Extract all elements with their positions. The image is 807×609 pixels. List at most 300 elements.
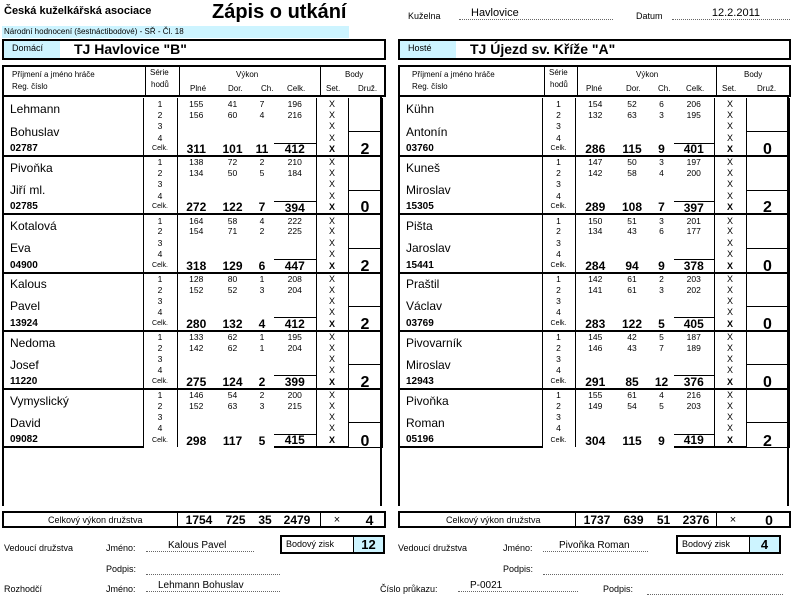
errors-value: 1	[250, 331, 274, 342]
full-value: 134	[189, 168, 204, 179]
errors-value: 3	[259, 400, 265, 411]
home-total-full: 1754	[185, 513, 213, 527]
clear-total: 94	[625, 259, 639, 273]
guest-sign-field[interactable]	[543, 563, 783, 575]
player-points: 2	[348, 306, 382, 330]
player-reg-number: 09082	[2, 434, 143, 447]
series-number: 3	[542, 237, 575, 248]
home-captain-field[interactable]: Kalous Pavel	[146, 540, 254, 552]
series-number: 4	[542, 365, 575, 376]
total-label: Celk.	[143, 376, 177, 389]
player-reg-number: 05196	[398, 434, 542, 447]
card-label: Číslo průkazu:	[380, 584, 438, 594]
player-reg-number: 03760	[398, 143, 542, 156]
full-value: 142	[575, 273, 615, 284]
divider	[716, 67, 717, 95]
full-value: 152	[189, 400, 204, 411]
set-mark: X	[714, 423, 746, 434]
series-number: 4	[143, 306, 177, 317]
clear-value: 60	[227, 109, 238, 120]
total-value: 216	[674, 389, 714, 400]
set-mark: X	[316, 376, 348, 389]
player-surname: Pivoňka	[398, 389, 542, 412]
guest-captain-label: Vedoucí družstva	[398, 543, 468, 553]
clear-value: 62	[215, 331, 250, 342]
total-value: 195	[674, 109, 714, 120]
clear-value: 63	[227, 400, 238, 411]
errors-total: 4	[258, 317, 266, 331]
full-value: 154	[588, 98, 603, 109]
player-reg-number: 15441	[398, 260, 542, 273]
errors-value: 3	[649, 156, 674, 167]
set-mark: X	[714, 284, 746, 295]
home-total-set: ×	[333, 514, 341, 526]
series-number: 2	[143, 400, 177, 411]
home-errors-header: Ch.	[261, 84, 274, 93]
guest-captain-field[interactable]: Pivoňka Roman	[543, 540, 648, 552]
clear-value: 50	[615, 156, 649, 167]
errors-value: 6	[659, 98, 664, 109]
player-reg-number: 11220	[2, 376, 143, 389]
set-mark: X	[316, 412, 348, 423]
series-number: 2	[143, 226, 177, 237]
errors-value: 5	[659, 400, 664, 411]
total-label: Celk.	[143, 434, 177, 447]
player-first-name: Jiří ml.	[2, 179, 143, 202]
set-mark: X	[316, 143, 348, 156]
full-value: 138	[177, 156, 215, 167]
guest-total-errors: 51	[656, 513, 671, 527]
player-points: 2	[348, 365, 382, 389]
referee-field[interactable]: Lehmann Bohuslav	[146, 580, 280, 592]
set-mark: X	[316, 109, 348, 120]
errors-value: 5	[259, 168, 265, 179]
series-number: 2	[542, 226, 575, 237]
series-number: 3	[542, 179, 575, 190]
player-surname: Kuneš	[398, 156, 542, 179]
total-value: 187	[674, 331, 714, 342]
set-mark: X	[316, 295, 348, 306]
guest-total-sum: 2376	[682, 513, 710, 527]
series-number: 4	[143, 132, 177, 143]
errors-value: 3	[649, 214, 674, 225]
set-mark: X	[714, 412, 746, 423]
total-label: Celk.	[143, 318, 177, 331]
set-mark: X	[316, 318, 348, 331]
guest-name-label: Jméno:	[503, 543, 533, 553]
set-mark: X	[714, 190, 746, 201]
set-mark: X	[714, 143, 746, 156]
series-number: 4	[143, 365, 177, 376]
errors-total: 11	[255, 143, 269, 157]
clear-total: 115	[622, 143, 642, 157]
errors-value: 7	[259, 98, 265, 109]
set-mark: X	[316, 423, 348, 434]
series-number: 3	[143, 295, 177, 306]
total-value: 189	[674, 342, 714, 353]
full-value: 155	[189, 98, 204, 109]
home-total-sum: 2479	[283, 513, 311, 527]
date-label: Datum	[636, 11, 663, 21]
player-first-name: Josef	[2, 353, 143, 376]
total-value: 184	[274, 167, 316, 178]
total-label: Celk.	[542, 434, 575, 447]
clear-value: 58	[627, 168, 637, 179]
errors-total: 6	[258, 259, 266, 273]
venue-label: Kuželna	[408, 11, 441, 21]
series-number: 1	[542, 331, 575, 342]
errors-total: 5	[658, 317, 665, 331]
errors-value: 2	[649, 273, 674, 284]
player-surname: Vymyslický	[2, 389, 143, 412]
errors-value: 5	[649, 331, 674, 342]
player-surname: Kalous	[2, 273, 143, 296]
set-mark: X	[714, 121, 746, 132]
series-number: 2	[542, 109, 575, 120]
clear-total: 132	[222, 317, 243, 331]
player-first-name: Pavel	[2, 295, 143, 318]
series-number: 2	[542, 284, 575, 295]
series-number: 4	[143, 248, 177, 259]
set-mark: X	[714, 248, 746, 259]
guest-total-header: Celk.	[686, 84, 705, 93]
home-score-value: 12	[353, 537, 383, 552]
clear-total: 101	[222, 143, 243, 157]
home-performance-header: Výkon	[236, 70, 259, 79]
full-total: 311	[186, 143, 206, 157]
player-first-name: Miroslav	[398, 353, 542, 376]
total-value: 195	[274, 331, 316, 342]
player-reg-number: 12943	[398, 376, 542, 389]
series-number: 3	[143, 179, 177, 190]
player-surname: Lehmann	[2, 98, 143, 121]
series-number: 3	[542, 412, 575, 423]
player-first-name: Bohuslav	[2, 121, 143, 144]
total-label: Celk.	[542, 318, 575, 331]
guest-team-name: TJ Újezd sv. Kříže "A"	[470, 41, 616, 57]
errors-total: 9	[658, 143, 665, 157]
errors-value: 2	[259, 226, 265, 237]
series-number: 2	[143, 284, 177, 295]
errors-value: 4	[250, 214, 274, 225]
full-value: 134	[588, 226, 603, 237]
full-total: 284	[585, 259, 606, 273]
referee-sign-field[interactable]	[647, 583, 783, 595]
total-value: 222	[274, 214, 316, 225]
referee-sign-label: Podpis:	[603, 584, 634, 594]
player-points: 0	[746, 132, 789, 156]
errors-total: 9	[658, 434, 665, 448]
set-mark: X	[316, 400, 348, 411]
guest-full-header: Plné	[586, 84, 603, 93]
set-mark: X	[714, 167, 746, 178]
set-mark: X	[714, 237, 746, 248]
home-team-box	[2, 39, 386, 60]
errors-total: 2	[258, 375, 266, 389]
guest-column-header	[398, 65, 791, 97]
venue-field[interactable]: Havlovice	[459, 7, 613, 20]
guest-total-set: ×	[729, 514, 737, 526]
referee-label: Rozhodčí	[4, 584, 43, 594]
total-value: 225	[274, 226, 316, 237]
set-mark: X	[316, 273, 348, 284]
home-team-points-header: Druž.	[358, 84, 378, 93]
series-number: 2	[542, 400, 575, 411]
set-mark: X	[714, 295, 746, 306]
clear-value: 62	[227, 342, 238, 353]
clear-value: 52	[627, 98, 637, 109]
player-reg-number: 15305	[398, 201, 542, 214]
errors-value: 1	[250, 273, 274, 284]
clear-total: 117	[222, 434, 243, 448]
total-label: Celk.	[542, 143, 575, 156]
errors-value: 6	[659, 226, 664, 237]
guest-reg-header: Reg. číslo	[412, 82, 448, 91]
divider	[577, 67, 578, 95]
full-total: 286	[585, 143, 606, 157]
total-label: Celk.	[143, 201, 177, 214]
total-label: Celk.	[143, 143, 177, 156]
errors-value: 3	[259, 284, 265, 295]
errors-value: 7	[659, 342, 664, 353]
association-name: Česká kuželkářská asociace	[4, 5, 152, 17]
home-sign-label: Podpis:	[106, 564, 137, 574]
set-mark: X	[714, 353, 746, 364]
full-value: 156	[189, 109, 204, 120]
series-number: 4	[143, 423, 177, 434]
set-mark: X	[316, 179, 348, 190]
set-mark: X	[714, 342, 746, 353]
player-points: 0	[746, 248, 789, 272]
player-surname: Pivoňka	[2, 156, 143, 179]
full-value: 146	[588, 342, 603, 353]
guest-points-header: Body	[744, 70, 763, 79]
set-mark: X	[714, 260, 746, 273]
table-frame	[2, 97, 382, 506]
guest-score-box	[676, 535, 781, 554]
player-first-name: Antonín	[398, 121, 542, 144]
set-mark: X	[316, 353, 348, 364]
full-value: 155	[575, 389, 615, 400]
full-total: 283	[585, 317, 606, 331]
errors-value: 1	[259, 342, 265, 353]
set-mark: X	[714, 331, 746, 342]
guest-series-header: Série	[549, 68, 568, 77]
player-surname: Pišta	[398, 214, 542, 237]
series-number: 3	[143, 412, 177, 423]
series-number: 2	[143, 342, 177, 353]
home-sign-field[interactable]	[146, 563, 280, 575]
total-value: 196	[274, 98, 316, 109]
full-value: 142	[189, 342, 204, 353]
home-label: Domácí	[4, 41, 60, 58]
errors-total: 9	[658, 259, 665, 273]
clear-value: 63	[627, 109, 637, 120]
set-mark: X	[316, 156, 348, 167]
clear-value: 54	[627, 400, 637, 411]
page-title: Zápis o utkání	[212, 1, 347, 23]
clear-total: 124	[222, 375, 243, 389]
full-total: 275	[186, 375, 207, 389]
series-number: 4	[542, 306, 575, 317]
set-mark: X	[316, 365, 348, 376]
total-value: 202	[674, 284, 714, 295]
sum-total: 415	[274, 434, 316, 447]
clear-value: 41	[227, 98, 238, 109]
total-value: 177	[674, 226, 714, 237]
player-points: 2	[348, 248, 382, 272]
set-mark: X	[714, 98, 746, 109]
sum-total: 405	[674, 318, 714, 331]
series-number: 1	[143, 156, 177, 167]
sum-total: 419	[674, 434, 714, 447]
total-value: 208	[274, 273, 316, 284]
set-mark: X	[316, 331, 348, 342]
series-number: 1	[542, 389, 575, 400]
player-points: 0	[348, 190, 382, 214]
set-mark: X	[714, 109, 746, 120]
guest-label: Hosté	[400, 41, 456, 58]
set-mark: X	[316, 201, 348, 214]
set-mark: X	[316, 389, 348, 400]
player-reg-number: 02787	[2, 143, 143, 156]
set-mark: X	[316, 284, 348, 295]
total-label: Celk.	[542, 376, 575, 389]
errors-total: 7	[658, 201, 665, 215]
set-mark: X	[316, 190, 348, 201]
home-total-header: Celk.	[287, 84, 306, 93]
total-value: 201	[674, 214, 714, 225]
divider	[145, 67, 146, 95]
home-full-header: Plné	[190, 84, 207, 93]
home-total-errors: 35	[258, 513, 272, 527]
set-mark: X	[316, 226, 348, 237]
errors-value: 4	[659, 168, 664, 179]
guest-total-row	[398, 511, 791, 528]
errors-total: 12	[654, 375, 669, 389]
home-total-points: 4	[365, 512, 374, 528]
series-number: 3	[143, 121, 177, 132]
total-value: 203	[674, 273, 714, 284]
home-column-header	[2, 65, 386, 97]
total-value: 197	[674, 156, 714, 167]
full-total: 272	[186, 201, 207, 215]
home-name-label: Jméno:	[106, 543, 136, 553]
clear-value: 50	[227, 168, 238, 179]
series-number: 1	[143, 214, 177, 225]
full-value: 128	[177, 273, 215, 284]
clear-total: 122	[621, 317, 643, 331]
guest-total-label: Celkový výkon družstva	[446, 515, 541, 525]
divider	[320, 67, 321, 95]
guest-score-label: Bodový zisk	[682, 539, 731, 549]
full-value: 147	[575, 156, 615, 167]
full-value: 152	[189, 284, 204, 295]
set-mark: X	[316, 214, 348, 225]
set-mark: X	[714, 156, 746, 167]
player-first-name: Roman	[398, 412, 542, 435]
clear-value: 61	[627, 284, 637, 295]
clear-value: 61	[615, 389, 649, 400]
player-first-name: David	[2, 412, 143, 435]
series-number: 4	[542, 248, 575, 259]
series-number: 1	[143, 331, 177, 342]
guest-team-box	[398, 39, 791, 60]
full-value: 141	[588, 284, 603, 295]
player-points: 2	[348, 132, 382, 156]
set-mark: X	[316, 306, 348, 317]
full-value: 133	[177, 331, 215, 342]
sum-total: 394	[274, 201, 316, 214]
series-number: 3	[542, 295, 575, 306]
sum-total: 401	[674, 143, 714, 156]
series-number: 3	[143, 353, 177, 364]
clear-value: 54	[215, 389, 250, 400]
home-total-row	[2, 511, 386, 528]
home-total-clear: 725	[225, 513, 246, 527]
full-total: 298	[186, 434, 207, 448]
series-number: 1	[542, 214, 575, 225]
home-clear-header: Dor.	[228, 84, 243, 93]
clear-value: 43	[627, 226, 637, 237]
total-value: 215	[274, 400, 316, 411]
errors-value: 4	[259, 109, 265, 120]
full-value: 164	[177, 214, 215, 225]
card-field[interactable]: P-0021	[458, 580, 578, 592]
player-surname: Pivovarník	[398, 331, 542, 354]
player-first-name: Václav	[398, 295, 542, 318]
total-value: 216	[274, 109, 316, 120]
set-mark: X	[714, 389, 746, 400]
player-surname: Nedoma	[2, 331, 143, 354]
guest-set-header: Set.	[722, 84, 737, 93]
series-number: 2	[542, 167, 575, 178]
clear-value: 80	[215, 273, 250, 284]
full-total: 289	[585, 201, 606, 215]
player-points: 0	[348, 423, 382, 447]
total-label: Celk.	[542, 201, 575, 214]
errors-total: 7	[258, 201, 266, 215]
set-mark: X	[714, 132, 746, 143]
clear-total: 108	[621, 201, 643, 215]
player-first-name: Eva	[2, 237, 143, 260]
set-mark: X	[714, 201, 746, 214]
series-number: 2	[143, 109, 177, 120]
errors-value: 2	[250, 156, 274, 167]
set-mark: X	[714, 365, 746, 376]
sum-total: 378	[674, 260, 714, 273]
series-number: 3	[542, 353, 575, 364]
set-mark: X	[714, 434, 746, 447]
referee-name-label: Jméno:	[106, 584, 136, 594]
set-mark: X	[714, 400, 746, 411]
date-field[interactable]: 12.2.2011	[672, 7, 790, 20]
series-number: 1	[143, 273, 177, 284]
total-label: Celk.	[542, 260, 575, 273]
clear-value: 52	[227, 284, 238, 295]
clear-value: 61	[615, 273, 649, 284]
player-surname: Praštil	[398, 273, 542, 296]
series-number: 2	[542, 342, 575, 353]
set-mark: X	[714, 273, 746, 284]
guest-total-full: 1737	[583, 513, 611, 527]
clear-total: 85	[625, 375, 639, 389]
clear-total: 129	[222, 259, 243, 273]
set-mark: X	[714, 318, 746, 331]
clear-value: 71	[227, 226, 238, 237]
total-value: 200	[274, 389, 316, 400]
player-surname: Kotalová	[2, 214, 143, 237]
